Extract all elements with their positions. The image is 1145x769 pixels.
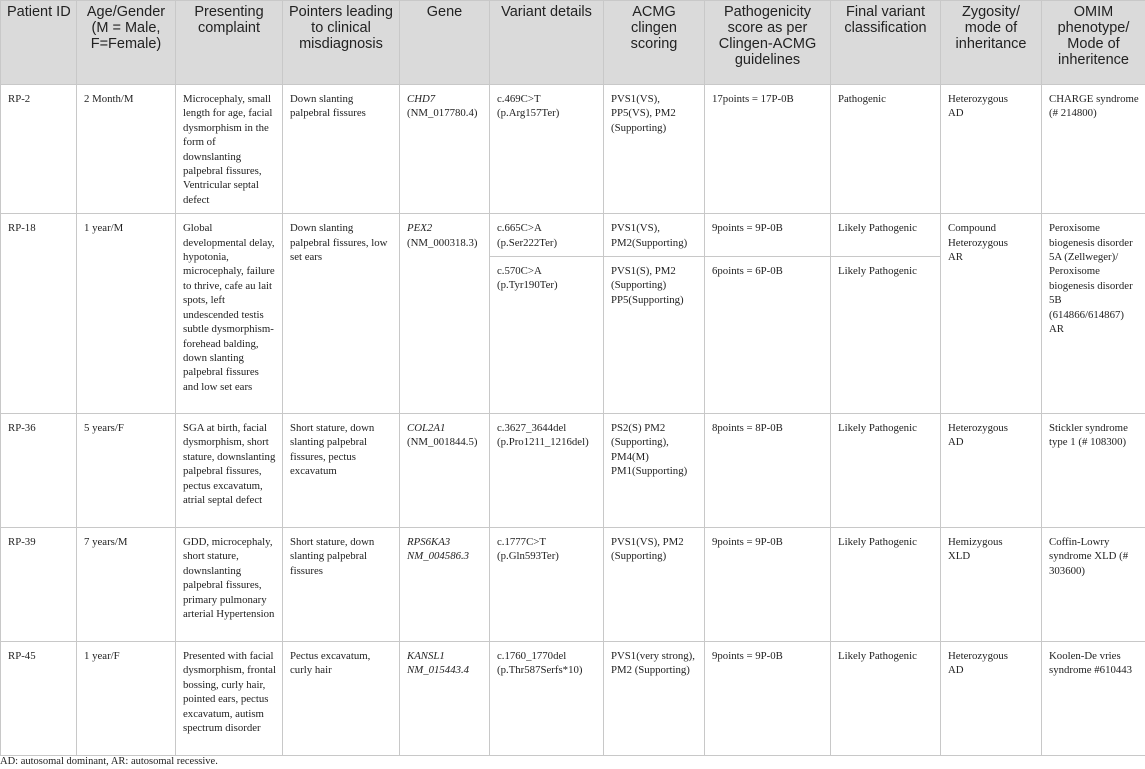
final-classification: Likely Pathogenic — [831, 414, 941, 528]
header-omim: OMIM phenotype/ Mode of inheritence — [1042, 1, 1145, 85]
gene-ref: NM_015443.4 — [407, 664, 470, 677]
inheritance-value: XLD — [948, 550, 971, 563]
pathogenicity-score: 8points = 8P-0B — [705, 414, 831, 528]
age-gender: 2 Month/M — [77, 85, 176, 214]
variant-details — [490, 642, 604, 756]
variant-cdna: c.1777C>T — [497, 536, 546, 549]
zygosity — [941, 414, 1042, 528]
table-row — [1, 85, 1145, 214]
header-presenting-complaint: Presenting complaint — [176, 1, 283, 85]
gene-cell — [400, 414, 490, 528]
omim-phenotype: CHARGE syndrome (# 214800) — [1042, 85, 1145, 214]
final-classification: Likely Pathogenic — [831, 257, 941, 414]
acmg-scoring: PVS1(S), PM2 (Supporting) PP5(Supporting) — [604, 257, 705, 414]
age-gender: 1 year/F — [77, 642, 176, 756]
pathogenicity-score: 9points = 9P-0B — [705, 214, 831, 257]
pathogenicity-score: 9points = 9P-0B — [705, 528, 831, 642]
zygosity — [941, 85, 1042, 214]
gene-ref: (NM_001844.5) — [407, 436, 478, 449]
header-patient-id: Patient ID — [1, 1, 77, 85]
patient-id: RP-18 — [1, 214, 77, 414]
variant-details — [490, 528, 604, 642]
patient-id: RP-2 — [1, 85, 77, 214]
zygosity — [941, 642, 1042, 756]
zygosity-value: Heterozygous — [948, 422, 1008, 435]
variant-cdna: c.469C>T — [497, 93, 541, 105]
patient-id: RP-45 — [1, 642, 77, 756]
variant-cdna: c.3627_3644del — [497, 422, 567, 435]
variant-protein: (p.Thr587Serfs*10) — [497, 664, 583, 677]
zygosity — [941, 214, 1042, 414]
variant-cdna: c.665C>A — [497, 222, 542, 235]
presenting-complaint: Global developmental delay, hypotonia, microcephaly, failure to thrive, cafe au lait spots, left undescended testis subtle dysmorphism- forehead balding, down slanting palpebral fissures and low set ears — [176, 214, 283, 414]
age-gender: 7 years/M — [77, 528, 176, 642]
variant-details — [490, 214, 604, 257]
gene-cell — [400, 528, 490, 642]
acmg-scoring: PVS1(VS), PP5(VS), PM2 (Supporting) — [604, 85, 705, 214]
header-final-classification: Final variant classification — [831, 1, 941, 85]
gene-symbol: RPS6KA3 — [407, 536, 451, 549]
zygosity — [941, 528, 1042, 642]
variant-cdna: c.570C>A — [497, 265, 542, 278]
omim-phenotype: Koolen-De vries syndrome #610443 — [1042, 642, 1145, 756]
gene-cell — [400, 214, 490, 414]
table-row — [1, 414, 1145, 528]
patient-id: RP-39 — [1, 528, 77, 642]
inheritance-value: AD — [948, 107, 964, 120]
header-pathogenicity-score: Pathogenicity score as per Clingen-ACMG guidelines — [705, 1, 831, 85]
inheritance-value: AD — [948, 664, 964, 677]
header-gene: Gene — [400, 1, 490, 85]
patient-id: RP-36 — [1, 414, 77, 528]
gene-cell — [400, 642, 490, 756]
variant-protein: (p.Pro1211_1216del) — [497, 436, 589, 449]
misdiagnosis-pointers: Pectus excavatum, curly hair — [283, 642, 400, 756]
header-pointers: Pointers leading to clinical misdiagnosis — [283, 1, 400, 85]
presenting-complaint: Microcephaly, small length for age, facial dysmorphism in the form of downslanting palpebral fissures, Ventricular septal defect — [176, 85, 283, 214]
acmg-scoring: PVS1(VS), PM2(Supporting) — [604, 214, 705, 257]
final-classification: Likely Pathogenic — [831, 214, 941, 257]
presenting-complaint: GDD, microcephaly, short stature, downslanting palpebral fissures, primary pulmonary arterial Hypertension — [176, 528, 283, 642]
omim-phenotype: Peroxisome biogenesis disorder 5A (Zellweger)/ Peroxisome biogenesis disorder 5B (614866/614867) AR — [1042, 214, 1145, 414]
gene-symbol: PEX2 — [407, 222, 433, 235]
variant-protein: (p.Gln593Ter) — [497, 550, 559, 563]
inheritance-value: AR — [948, 251, 963, 264]
acmg-scoring: PVS1(very strong), PM2 (Supporting) — [604, 642, 705, 756]
zygosity-value: Heterozygous — [948, 650, 1008, 663]
gene-symbol: CHD7 — [407, 93, 436, 105]
variant-cdna: c.1760_1770del — [497, 650, 567, 663]
final-classification: Pathogenic — [831, 85, 941, 214]
omim-phenotype: Coffin-Lowry syndrome XLD (# 303600) — [1042, 528, 1145, 642]
final-classification: Likely Pathogenic — [831, 642, 941, 756]
gene-cell — [400, 85, 490, 214]
acmg-scoring: PS2(S) PM2 (Supporting), PM4(M) PM1(Supporting) — [604, 414, 705, 528]
zygosity-value: Heterozygous — [948, 93, 1008, 105]
gene-ref: (NM_017780.4) — [407, 107, 478, 120]
misdiagnosis-pointers: Short stature, down slanting palpebral fissures — [283, 528, 400, 642]
inheritance-value: AD — [948, 436, 964, 449]
header-variant-details: Variant details — [490, 1, 604, 85]
variant-details — [490, 414, 604, 528]
variant-details — [490, 85, 604, 214]
header-age-gender: Age/Gender (M = Male, F=Female) — [77, 1, 176, 85]
header-zygosity: Zygosity/ mode of inheritance — [941, 1, 1042, 85]
pathogenicity-score: 6points = 6P-0B — [705, 257, 831, 414]
gene-symbol: COL2A1 — [407, 422, 446, 435]
gene-symbol: KANSL1 — [407, 650, 445, 663]
table-footnote: AD: autosomal dominant, AR: autosomal recessive. — [0, 756, 218, 767]
misdiagnosis-pointers: Short stature, down slanting palpebral fissures, pectus excavatum — [283, 414, 400, 528]
acmg-scoring: PVS1(VS), PM2 (Supporting) — [604, 528, 705, 642]
misdiagnosis-pointers: Down slanting palpebral fissures, low set ears — [283, 214, 400, 414]
pathogenicity-score: 17points = 17P-0B — [705, 85, 831, 214]
variant-details — [490, 257, 604, 414]
zygosity-value: Hemizygous — [948, 536, 1003, 549]
final-classification: Likely Pathogenic — [831, 528, 941, 642]
gene-ref: NM_004586.3 — [407, 550, 470, 563]
gene-ref: (NM_000318.3) — [407, 236, 478, 249]
presenting-complaint: Presented with facial dysmorphism, frontal bossing, curly hair, pointed ears, pectus excavatum, autism spectrum disorder — [176, 642, 283, 756]
variant-protein: (p.Arg157Ter) — [497, 107, 560, 120]
variant-protein: (p.Ser222Ter) — [497, 236, 558, 249]
age-gender: 5 years/F — [77, 414, 176, 528]
table-row — [1, 528, 1145, 642]
omim-phenotype: Stickler syndrome type 1 (# 108300) — [1042, 414, 1145, 528]
zygosity-value: Compound Heterozygous — [948, 222, 1008, 249]
header-acmg-scoring: ACMG clingen scoring — [604, 1, 705, 85]
age-gender: 1 year/M — [77, 214, 176, 414]
table-row — [1, 214, 1145, 257]
table-row — [1, 642, 1145, 756]
presenting-complaint: SGA at birth, facial dysmorphism, short stature, downslanting palpebral fissures, pectus excavatum, atrial septal defect — [176, 414, 283, 528]
variant-protein: (p.Tyr190Ter) — [497, 279, 558, 292]
table-header-row — [1, 1, 1145, 85]
misdiagnosis-pointers: Down slanting palpebral fissures — [283, 85, 400, 214]
pathogenicity-score: 9points = 9P-0B — [705, 642, 831, 756]
